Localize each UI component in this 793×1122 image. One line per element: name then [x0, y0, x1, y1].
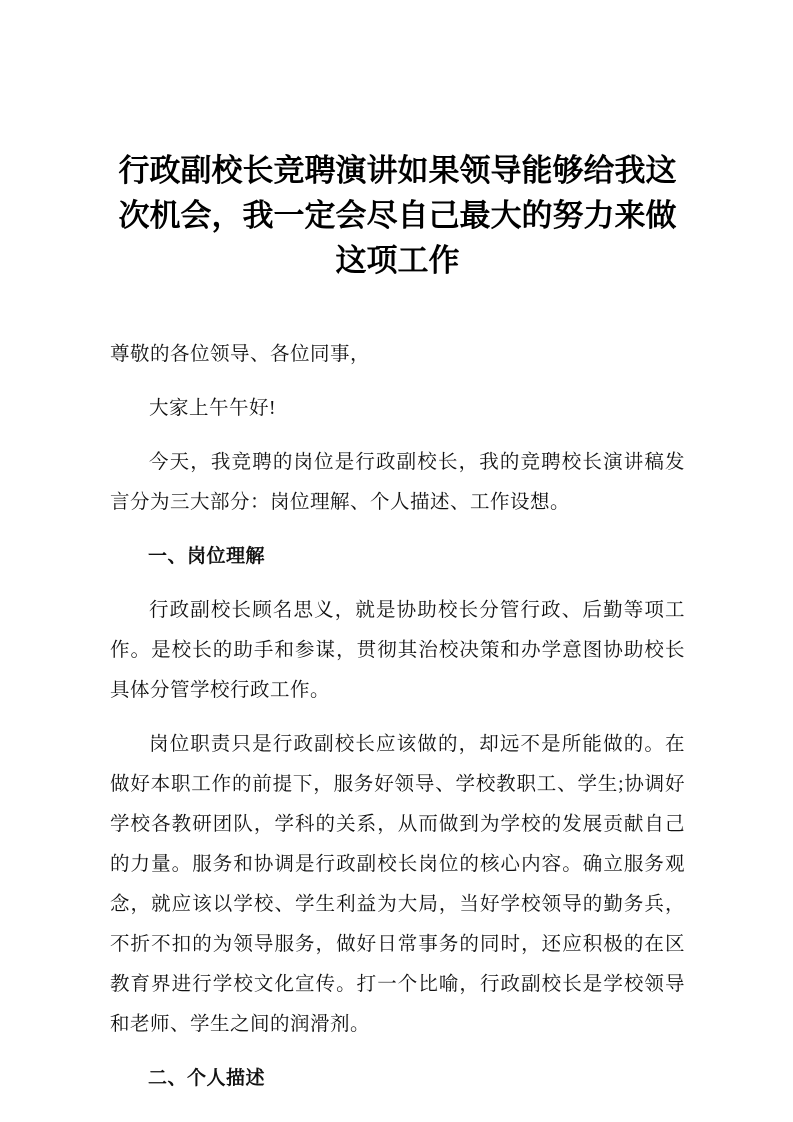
section-heading-personal-description: 二、个人描述 — [148, 1068, 266, 1089]
paragraph-intro: 今天，我竞聘的岗位是行政副校长，我的竞聘校长演讲稿发言分为三大部分：岗位理解、个人描述、工作设想。 — [110, 452, 685, 513]
paragraph-post-understanding-2: 岗位职责只是行政副校长应该做的，却远不是所能做的。在做好本职工作的前提下，服务好领导、学校教职工、学生;协调好学校各教研团队，学科的关系，从而做到为学校的发展贡献自己的力量。服务和协调是行政副校长岗位的核心内容。确立服务观念，就应该以学校、学生利益为大局，当好学校领导的勤务兵，不折不扣的为领导服务，做好日常事务的同时，还应积极的在区教育界进行学校文化宣传。打一个比喻，行政副校长是学校领导和老师、学生之间的润滑剂。 — [110, 734, 685, 1035]
paragraph-greeting: 大家上午午好! — [149, 398, 276, 419]
paragraph-salutation: 尊敬的各位领导、各位同事， — [110, 344, 371, 365]
paragraph-post-understanding-1: 行政副校长顾名思义，就是协助校长分管行政、后勤等项工作。是校长的助手和参谋，贯彻其治校决策和办学意图协助校长具体分管学校行政工作。 — [110, 600, 685, 701]
document-title: 行政副校长竞聘演讲如果领导能够给我这次机会，我一定会尽自己最大的努力来做这项工作 — [118, 153, 677, 278]
section-heading-post-understanding: 一、岗位理解 — [148, 546, 266, 567]
